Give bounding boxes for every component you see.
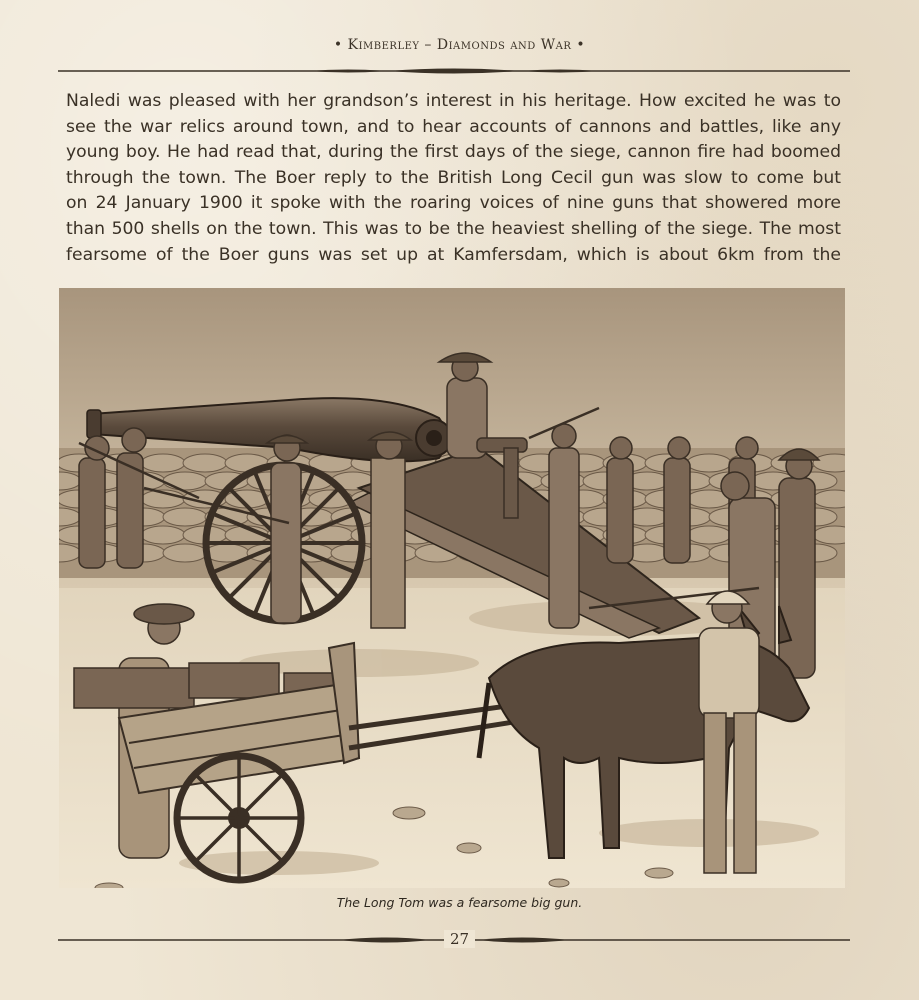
body-line: Naledi was pleased with her grandson’s interest in his heritage. How excited he was to	[66, 91, 841, 111]
body-paragraph	[66, 89, 841, 268]
body-line: than 500 shells on the town. This was to be the heaviest shelling of the siege. The most	[66, 218, 841, 239]
body-line: young boy. He had read that, during the first days of the siege, cannon fire had boomed	[66, 142, 841, 163]
body-line: through the town. The Boer reply to the British Long Cecil gun was slow to come but	[66, 167, 841, 188]
body-line: on 24 January 1900 it spoke with the roaring voices of nine guns that showered more	[66, 193, 841, 214]
body-line: fearsome of the Boer guns was set up at Kamfersdam, which is about 6km from the	[66, 244, 841, 265]
page-number-text: 27	[444, 930, 475, 948]
long-tom-illustration	[59, 288, 845, 888]
running-header: • Kimberley – Diamonds and War •	[333, 37, 586, 53]
header-ornamental-rule	[58, 64, 850, 78]
body-line: see the war relics around town, and to hear accounts of cannons and battles, like any	[66, 116, 841, 137]
figure-caption: The Long Tom was a fearsome big gun.	[336, 895, 583, 910]
page-number	[0, 930, 919, 948]
